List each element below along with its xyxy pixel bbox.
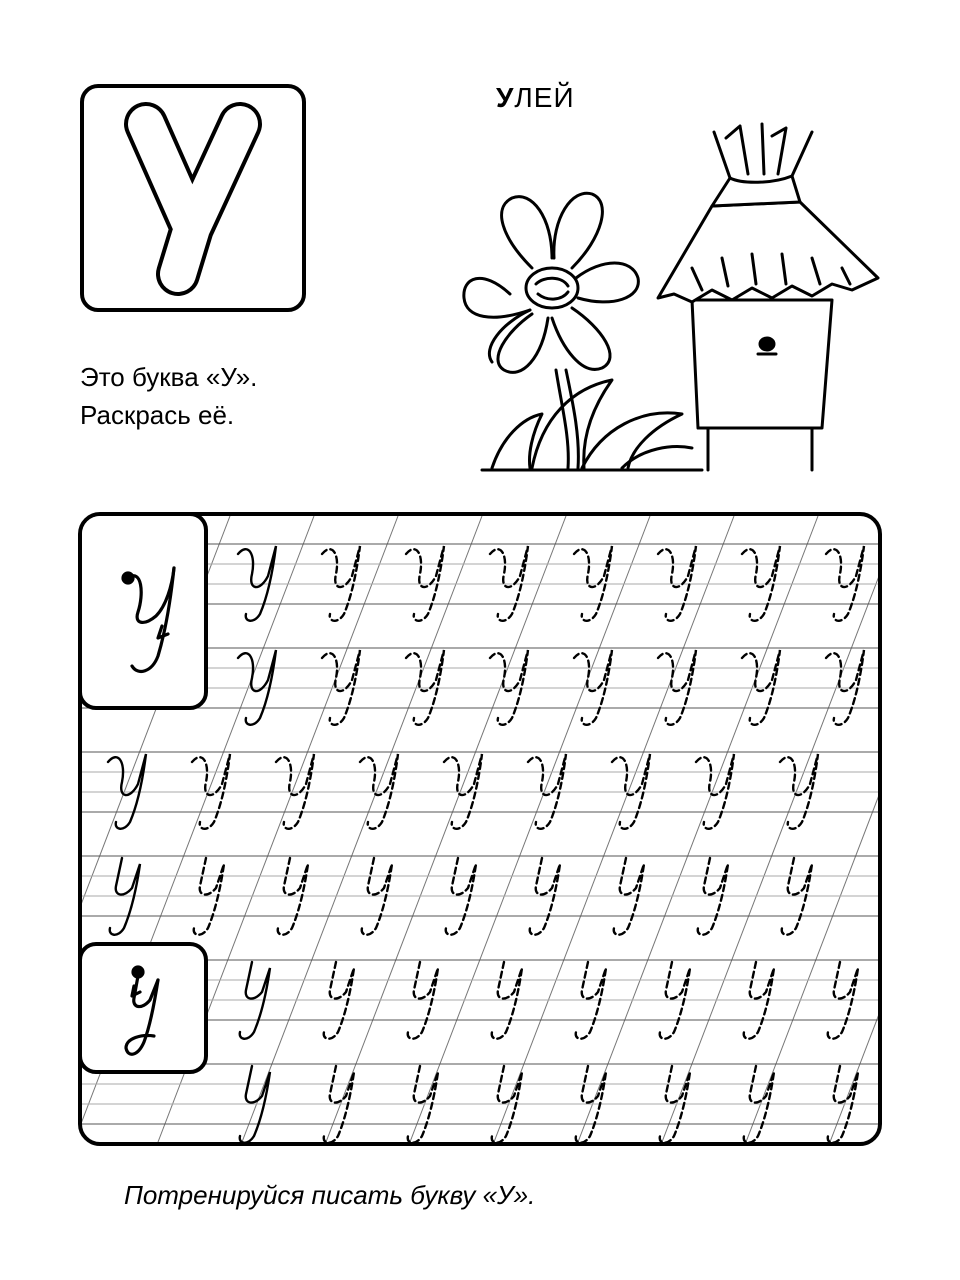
tracing-letter	[696, 754, 734, 829]
grass-icon	[482, 380, 702, 470]
tracing-letter	[238, 650, 276, 725]
intro-text	[80, 358, 257, 434]
beehive-icon	[658, 124, 878, 470]
word-first-letter: У	[496, 82, 515, 113]
slant-guide-line	[830, 516, 878, 1142]
tracing-letter	[192, 754, 230, 829]
tracing-letter	[360, 754, 398, 829]
tracing-letter	[490, 546, 528, 621]
word-title	[496, 82, 575, 114]
tracing-letter	[528, 754, 566, 829]
tracing-letter	[612, 754, 650, 829]
outlined-letter-u-icon	[84, 88, 302, 308]
sample-uppercase-u-icon	[82, 516, 204, 706]
tracing-letter	[826, 650, 864, 725]
tracing-letter	[658, 650, 696, 725]
tracing-letter	[826, 546, 864, 621]
intro-line-1: Это буква «У».	[80, 362, 258, 392]
tracing-letter	[444, 754, 482, 829]
intro-line-2: Раскрась её.	[80, 400, 235, 430]
tracing-letter	[322, 546, 360, 621]
tracing-letter	[490, 650, 528, 725]
flower-icon	[464, 193, 638, 468]
sample-lowercase-card	[78, 942, 208, 1074]
tracing-letter	[574, 650, 612, 725]
tracing-letter	[574, 546, 612, 621]
tracing-letter	[238, 546, 276, 621]
tracing-letter	[322, 650, 360, 725]
tracing-letter	[658, 546, 696, 621]
tracing-letter	[406, 546, 444, 621]
tracing-letter	[108, 754, 146, 829]
word-rest: ЛЕЙ	[514, 82, 575, 113]
tracing-letter	[406, 650, 444, 725]
practice-caption: Потренируйся писать букву «У».	[124, 1180, 536, 1210]
practice-area	[78, 512, 882, 1146]
tracing-letter	[276, 754, 314, 829]
sample-uppercase-card	[78, 512, 208, 710]
tracing-letter	[742, 546, 780, 621]
tracing-letter	[780, 754, 818, 829]
letter-card	[80, 84, 306, 312]
slant-guide-line	[662, 516, 878, 1142]
sample-lowercase-u-icon	[82, 946, 204, 1070]
illustration	[452, 118, 882, 480]
tracing-letter	[742, 650, 780, 725]
